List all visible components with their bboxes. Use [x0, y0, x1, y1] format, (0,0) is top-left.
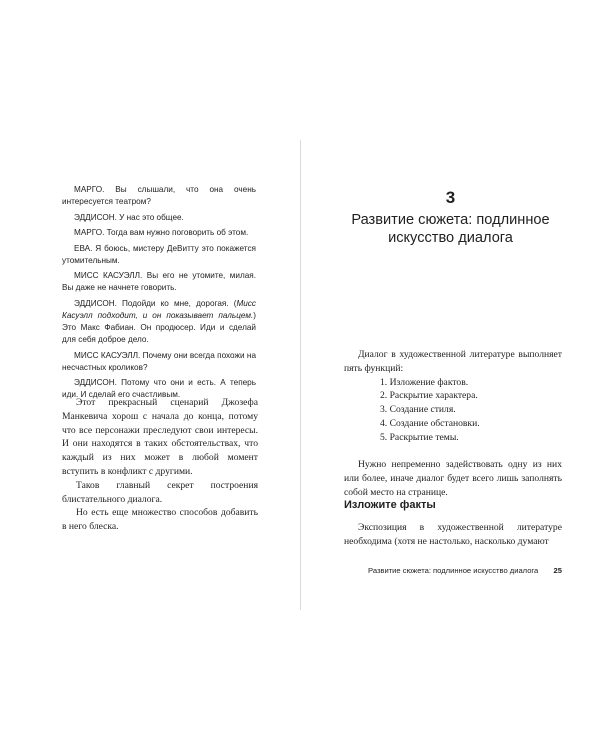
list-item: 2. Раскрытие характера. — [380, 390, 478, 402]
script-line-text: ЭДДИСОН. Подойди ко мне, дорогая. ( — [74, 298, 237, 308]
list-item: 4. Создание обстановки. — [380, 417, 480, 429]
stage-direction: Мисс Касуэлл подходит, и он показывает пальцем. — [62, 298, 256, 320]
screenplay-excerpt — [62, 184, 256, 405]
paragraph: Но есть еще множество способов добавить в него блеска. — [62, 507, 258, 533]
functions-list — [344, 376, 562, 445]
script-line: ЕВА. Я боюсь, мистеру ДеВитту это покажется утомительным. — [62, 243, 256, 265]
paragraph: Диалог в художественной литературе выполняет пять функций: — [344, 349, 562, 374]
script-line: МИСС КАСУЭЛЛ. Почему они всегда похожи на несчастных кроликов? — [62, 350, 256, 372]
script-line — [62, 298, 256, 346]
paragraph: Экспозиция в художественной литературе необходима (хотя не настолько, насколько думают — [344, 522, 562, 547]
chapter-number: 3 — [445, 188, 456, 207]
script-line: МАРГО. Вы слышали, что она очень интересуется театром? — [62, 185, 256, 206]
right-body-text — [344, 458, 562, 499]
script-line: МАРГО. Тогда вам нужно поговорить об этом. — [74, 228, 249, 238]
right-page — [301, 0, 600, 750]
list-item: 3. Создание стиля. — [380, 404, 456, 416]
page-number: 25 — [553, 566, 562, 575]
script-line: МИСС КАСУЭЛЛ. Вы его не утомите, милая. Вы даже не начнете говорить. — [62, 271, 256, 293]
running-head: Развитие сюжета: подлинное искусство диалога — [368, 566, 539, 575]
paragraph: Нужно непременно задействовать одну из них или более, иначе диалог будет всего лишь заполнять собой место на странице. — [344, 459, 562, 498]
script-line: ЭДДИСОН. У нас это общее. — [74, 212, 184, 222]
script-line: ЭДДИСОН. Потому что они и есть. А теперь иди. И сделай его счастливым. — [62, 378, 256, 400]
left-body-text — [62, 396, 258, 534]
paragraph: Этот прекрасный сценарий Джозефа Манкевича хорош с начала до конца, потому что все персонажи преследуют свои интересы. И они находятся в таких обстоятельствах, что каждый из них может в любой момент вступить в конфликт с другими. — [62, 397, 258, 477]
list-item: 5. Раскрытие темы. — [380, 431, 459, 443]
functions-intro-block — [344, 348, 562, 445]
section-heading: Изложите факты — [344, 499, 436, 511]
right-body-text-continued — [344, 521, 562, 549]
list-item: 1. Изложение фактов. — [380, 376, 469, 388]
chapter-title: Развитие сюжета: подлинное искусство диалога — [351, 212, 550, 246]
script-line-text: ) Это Макс Фабиан. Он продюсер. Иди и сделай для себя доброе дело. — [62, 310, 256, 344]
paragraph: Таков главный секрет построения блистательного диалога. — [62, 479, 258, 505]
